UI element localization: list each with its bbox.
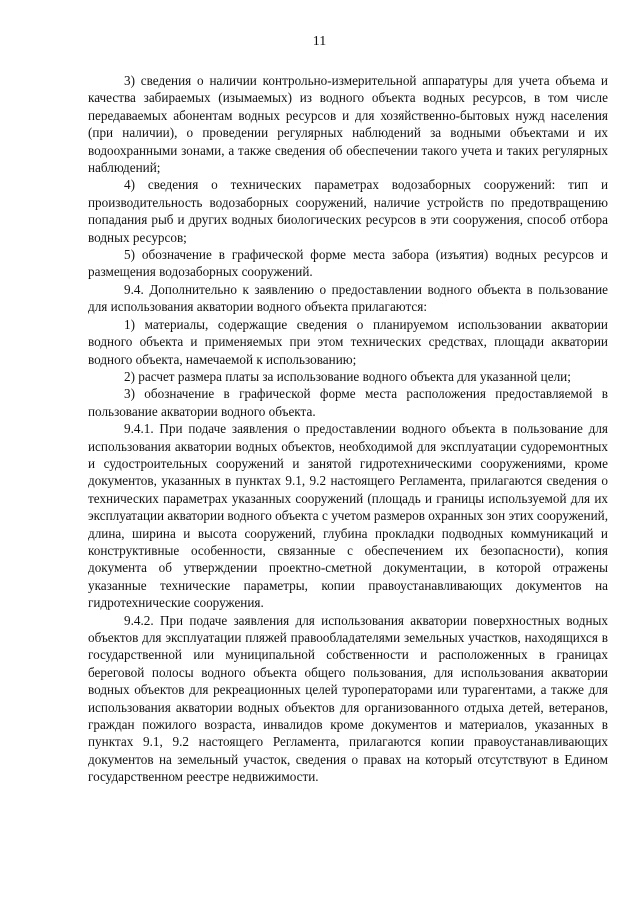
paragraph-9-4-2: 9.4.2. При подаче заявления для использования акватории поверхностных водных объектов для эксплуатации пляжей правообладателями земельных участков, находящихся в государственной или муниципальной собственности и расположенных в границах береговой полосы водного объекта общего пользования, для использования акватории водных объектов для рекреационных целей туроператорами или турагентами, а также для использования акватории водных объектов для организованного отдыха детей, ветеранов, граждан пожилого возраста, инвалидов кроме документов и материалов, указанных в пунктах 9.1, 9.2 настоящего Регламента, прилагаются копии правоустанавливающих документов на земельный участок, сведения о правах на который отсутствуют в Едином государственном реестре недвижимости. [88, 612, 608, 785]
document-body [88, 72, 608, 786]
page-number: 11 [312, 34, 327, 49]
paragraph-9-4: 9.4. Дополнительно к заявлению о предоставлении водного объекта в пользование для использования акватории водного объекта прилагаются: [88, 281, 608, 315]
paragraph-9-4-item-1: 1) материалы, содержащие сведения о планируемом использовании акватории водного объекта и применяемых при этом технических средствах, площади акватории водного объекта, намечаемой к использованию; [88, 316, 608, 367]
paragraph-item-3-control-equipment: 3) сведения о наличии контрольно-измерительной аппаратуры для учета объема и качества забираемых (изымаемых) из водного объекта водных ресурсов, в том числе передаваемых абонентам водных ресурсов и для хозяйственно-бытовых нужд населения (при наличии), о проведении регулярных наблюдений за водными объектами и их водоохранными зонами, а также сведения об обеспечении такого учета и таких регулярных наблюдений; [88, 73, 608, 176]
paragraph-item-5-graphic-intake: 5) обозначение в графической форме места забора (изъятия) водных ресурсов и размещения водозаборных сооружений. [88, 247, 608, 280]
paragraph-item-4-intake-parameters: 4) сведения о технических параметрах водозаборных сооружений: тип и производительность водозаборных сооружений, наличие устройств по предотвращению попадания рыб и других водных биологических ресурсов в эти сооружения, способ отбора водных ресурсов; [88, 177, 608, 245]
paragraph-9-4-1: 9.4.1. При подаче заявления о предоставлении водного объекта в пользование для использования акватории водных объектов, необходимой для эксплуатации судоремонтных и судостроительных сооружений и занятой гидротехническими сооружениями, кроме документов, указанных в пунктах 9.1, 9.2 настоящего Регламента, прилагаются сведения о технических параметрах указанных сооружений (площадь и границы используемой для их эксплуатации акватории водного объекта с учетом размеров охранных зон этих сооружений, длина, ширина и высота сооружений, глубина прокладки подводных коммуникаций и конструктивные особенности, связанные с обеспечением их безопасности), копия документа об утверждении проектно-сметной документации, в которой отражены указанные технические параметры, копии правоустанавливающих документов на гидротехнические сооружения. [88, 421, 609, 611]
paragraph-9-4-item-2: 2) расчет размера платы за использование водного объекта для указанной цели; [124, 368, 571, 384]
paragraph-9-4-item-3: 3) обозначение в графической форме места расположения предоставляемой в пользование акватории водного объекта. [88, 386, 608, 419]
